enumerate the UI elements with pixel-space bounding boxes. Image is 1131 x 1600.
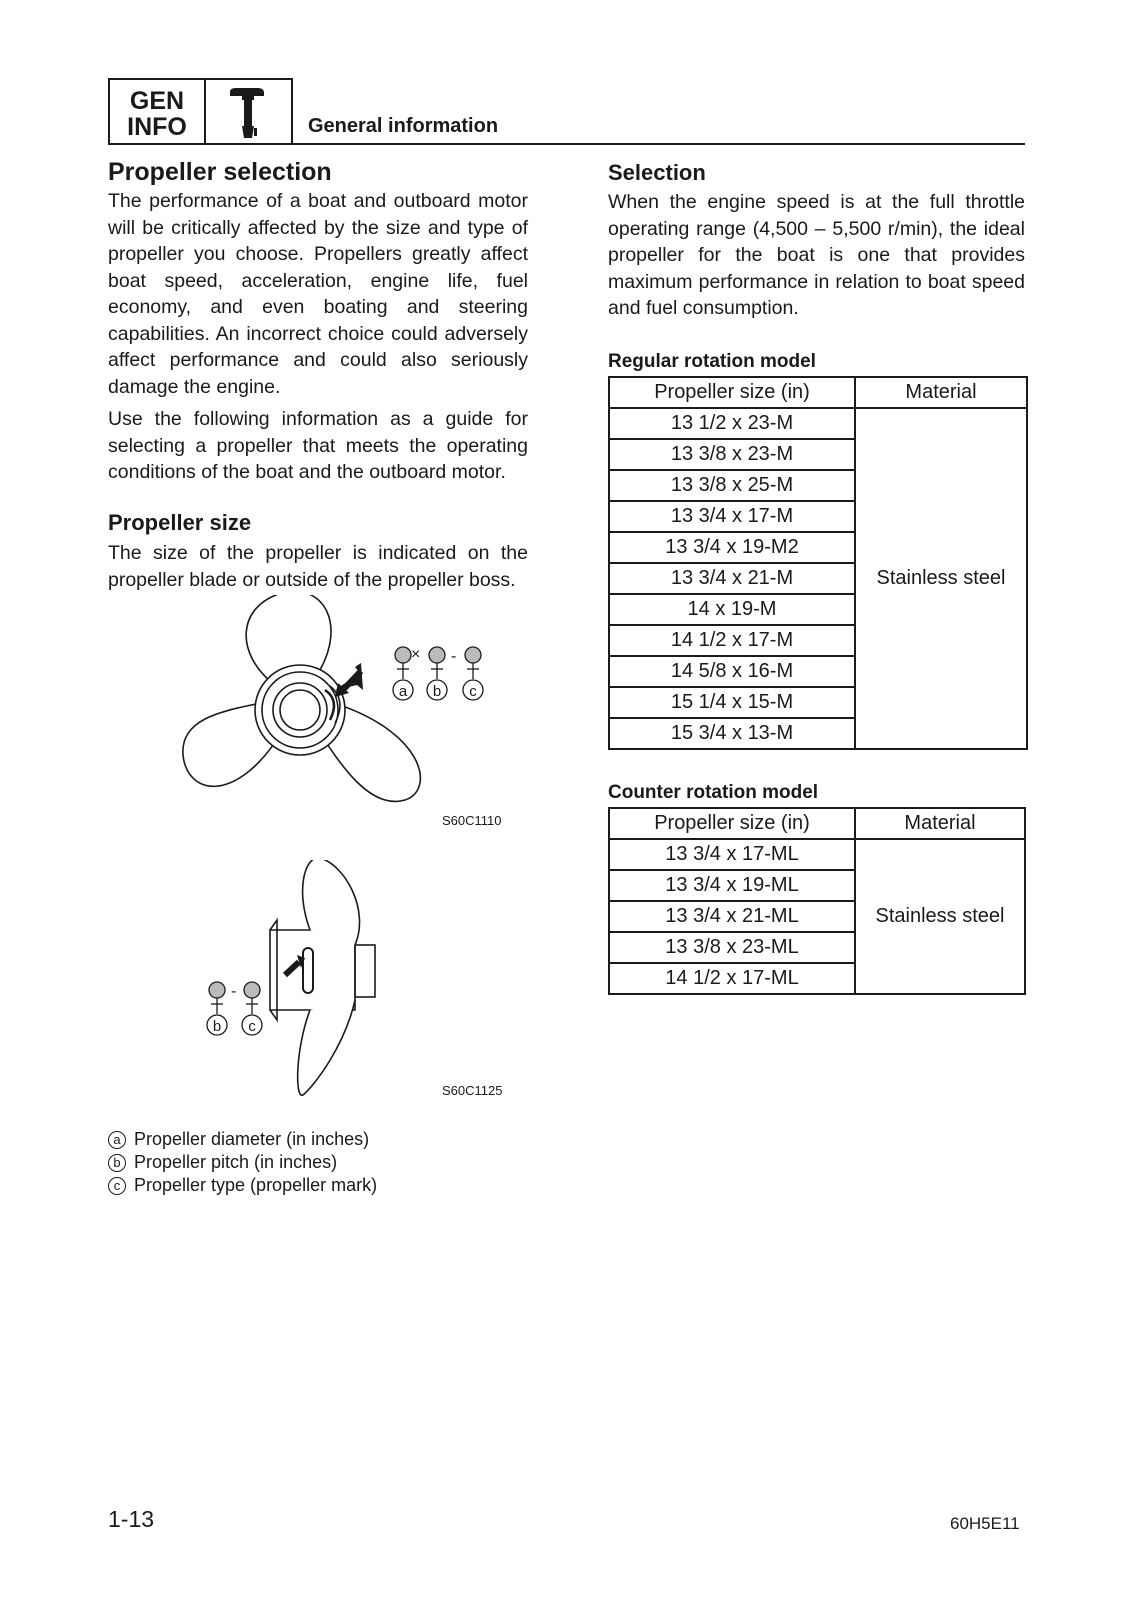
legend-text-c: Propeller type (propeller mark) xyxy=(134,1175,378,1195)
document-code: 60H5E11 xyxy=(950,1514,1020,1533)
propeller-size-cell: 13 3/4 x 21-ML xyxy=(609,901,855,932)
marker-c: c xyxy=(469,683,477,700)
propeller-size-cell: 14 x 19-M xyxy=(609,594,855,625)
propeller-size-cell: 13 3/4 x 19-M2 xyxy=(609,532,855,563)
table-row xyxy=(609,839,1025,870)
propeller-size-cell: 14 1/2 x 17-M xyxy=(609,625,855,656)
marker-b-side: b xyxy=(212,1018,222,1035)
header-rule xyxy=(293,143,1025,145)
regular-table-caption: Regular rotation model xyxy=(608,351,816,372)
page-number: 1-13 xyxy=(108,1506,155,1532)
legend-mark-c: c xyxy=(108,1177,126,1195)
selection-heading: Selection xyxy=(608,160,706,185)
legend-item-a xyxy=(108,1128,369,1150)
counter-table-caption: Counter rotation model xyxy=(608,782,819,803)
propeller-size-cell: 13 3/4 x 17-ML xyxy=(609,839,855,870)
propeller-size-cell: 13 3/8 x 23-ML xyxy=(609,932,855,963)
material-cell: Stainless steel xyxy=(855,408,1027,749)
outboard-motor-icon xyxy=(218,84,278,142)
header-title: General information xyxy=(308,115,499,137)
legend-mark-a: a xyxy=(108,1131,126,1149)
intro-paragraph-2: Use the following information as a guide for selecting a propeller that meets the operating conditions of the boat and the outboard motor. xyxy=(108,408,528,483)
section-tab-box xyxy=(108,78,293,145)
propeller-size-cell: 13 3/8 x 25-M xyxy=(609,470,855,501)
tag-line-2: INFO xyxy=(127,113,187,141)
propeller-size-cell: 13 3/4 x 17-M xyxy=(609,501,855,532)
legend-mark-b: b xyxy=(108,1154,126,1172)
col-header-size: Propeller size (in) xyxy=(609,808,855,839)
regular-rotation-table xyxy=(608,376,1028,750)
marker-c-side: c xyxy=(248,1018,256,1035)
propeller-size-cell: 13 1/2 x 23-M xyxy=(609,408,855,439)
propeller-size-cell: 14 1/2 x 17-ML xyxy=(609,963,855,994)
material-cell: Stainless steel xyxy=(855,839,1025,994)
propeller-size-heading: Propeller size xyxy=(108,510,252,535)
legend-item-c xyxy=(108,1174,377,1196)
legend-text-a: Propeller diameter (in inches) xyxy=(134,1129,370,1149)
table-row xyxy=(609,408,1027,439)
legend-text-b: Propeller pitch (in inches) xyxy=(134,1152,338,1172)
selection-text: When the engine speed is at the full throttle operating range (4,500 – 5,500 r/min), the ideal propeller for the boat is one that provides maximum performance in relation to boat speed and fuel consumption. xyxy=(608,191,1025,319)
counter-rotation-table xyxy=(608,807,1026,995)
propeller-size-cell: 13 3/8 x 23-M xyxy=(609,439,855,470)
marker-b: b xyxy=(432,683,442,700)
propeller-size-cell: 15 1/4 x 15-M xyxy=(609,687,855,718)
propeller-size-cell: 13 3/4 x 21-M xyxy=(609,563,855,594)
propeller-size-cell: 15 3/4 x 13-M xyxy=(609,718,855,749)
propeller-size-text: The size of the propeller is indicated on the propeller blade or outside of the propeller boss. xyxy=(108,542,528,591)
dash-sign-1: - xyxy=(451,648,457,665)
propeller-front-view-figure xyxy=(175,595,525,835)
marker-a: a xyxy=(398,683,408,700)
propeller-size-cell: 13 3/4 x 19-ML xyxy=(609,870,855,901)
times-sign: × xyxy=(411,646,421,663)
propeller-side-view-figure xyxy=(195,860,435,1100)
figure-1-code: S60C1110 xyxy=(442,813,502,828)
gen-info-cell xyxy=(110,80,206,143)
propeller-selection-heading: Propeller selection xyxy=(108,158,332,186)
legend-item-b xyxy=(108,1151,337,1173)
col-header-size: Propeller size (in) xyxy=(609,377,855,408)
col-header-material: Material xyxy=(855,808,1025,839)
figure-2-code: S60C1125 xyxy=(442,1083,503,1098)
dash-sign-2: - xyxy=(231,983,237,1000)
col-header-material: Material xyxy=(855,377,1027,408)
intro-paragraph-1: The performance of a boat and outboard motor will be critically affected by the size and type of propeller you choose. Propellers greatly affect boat speed, acceleration, engine life, fuel economy, and even boating and steering capabilities. An incorrect choice could adversely affect performance and could also seriously damage the engine. xyxy=(108,190,528,398)
propeller-size-cell: 14 5/8 x 16-M xyxy=(609,656,855,687)
tag-line-1: GEN xyxy=(129,87,185,115)
